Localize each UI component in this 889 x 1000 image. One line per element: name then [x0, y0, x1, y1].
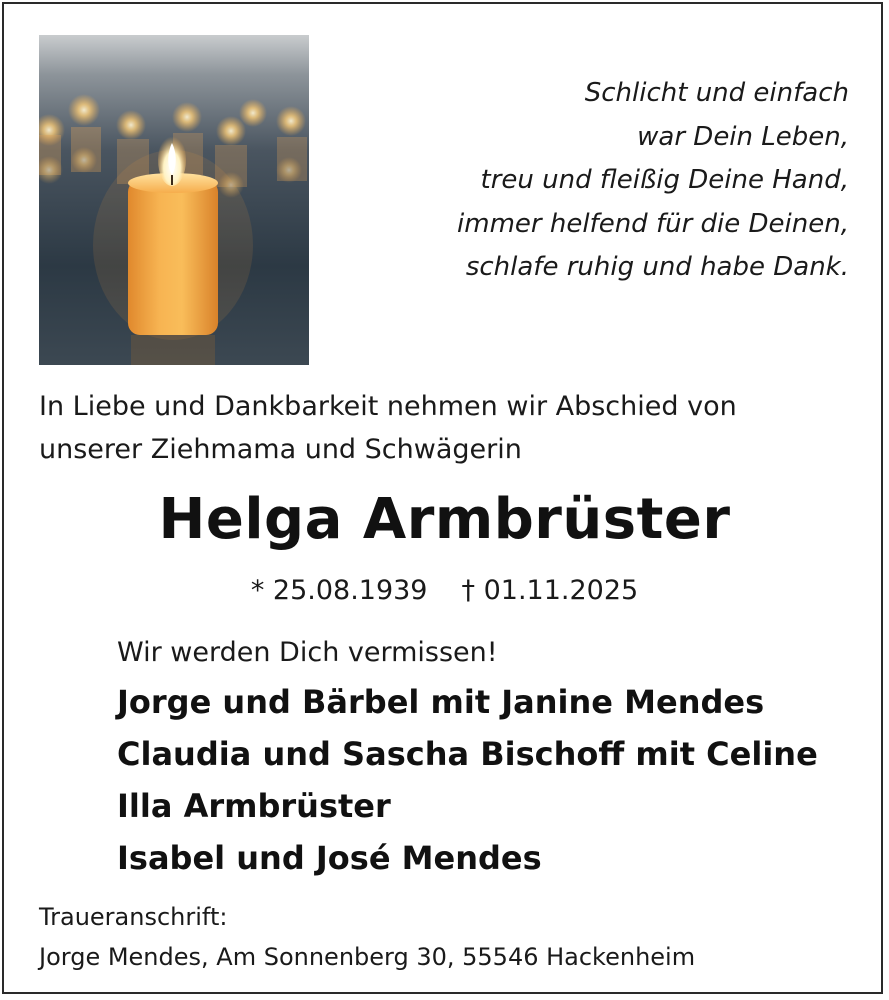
- poem-line: war Dein Leben,: [637, 121, 849, 152]
- poem-line: immer helfend für die Deinen,: [457, 208, 849, 239]
- candle-photo: [39, 35, 309, 365]
- deceased-name: Helga Armbrüster: [158, 487, 731, 552]
- intro-line: In Liebe und Dankbarkeit nehmen wir Abschied von: [39, 391, 737, 422]
- closing-line: Wir werden Dich vermissen!: [117, 637, 498, 668]
- family-member: Illa Armbrüster: [117, 787, 391, 825]
- intro-text: [39, 385, 849, 471]
- family-member: Claudia und Sascha Bischoff mit Celine: [117, 735, 818, 773]
- mourning-address: [39, 897, 695, 977]
- address-line: Jorge Mendes, Am Sonnenberg 30, 55546 Hackenheim: [39, 943, 696, 971]
- life-dates: [0, 571, 889, 611]
- poem-line: schlafe ruhig und habe Dank.: [465, 252, 849, 282]
- family-member: Isabel und José Mendes: [117, 839, 542, 877]
- memorial-poem: [389, 72, 849, 290]
- family-member: Jorge und Bärbel mit Janine Mendes: [117, 683, 765, 721]
- intro-line: unserer Ziehmama und Schwägerin: [39, 434, 522, 465]
- family-list: [117, 676, 818, 884]
- birth-date: * 25.08.1939: [250, 575, 428, 606]
- address-label: Traueranschrift:: [39, 903, 228, 931]
- poem-line: Schlicht und einfach: [584, 78, 849, 108]
- poem-line: treu und fleißig Deine Hand,: [480, 165, 849, 195]
- death-date: † 01.11.2025: [461, 575, 639, 606]
